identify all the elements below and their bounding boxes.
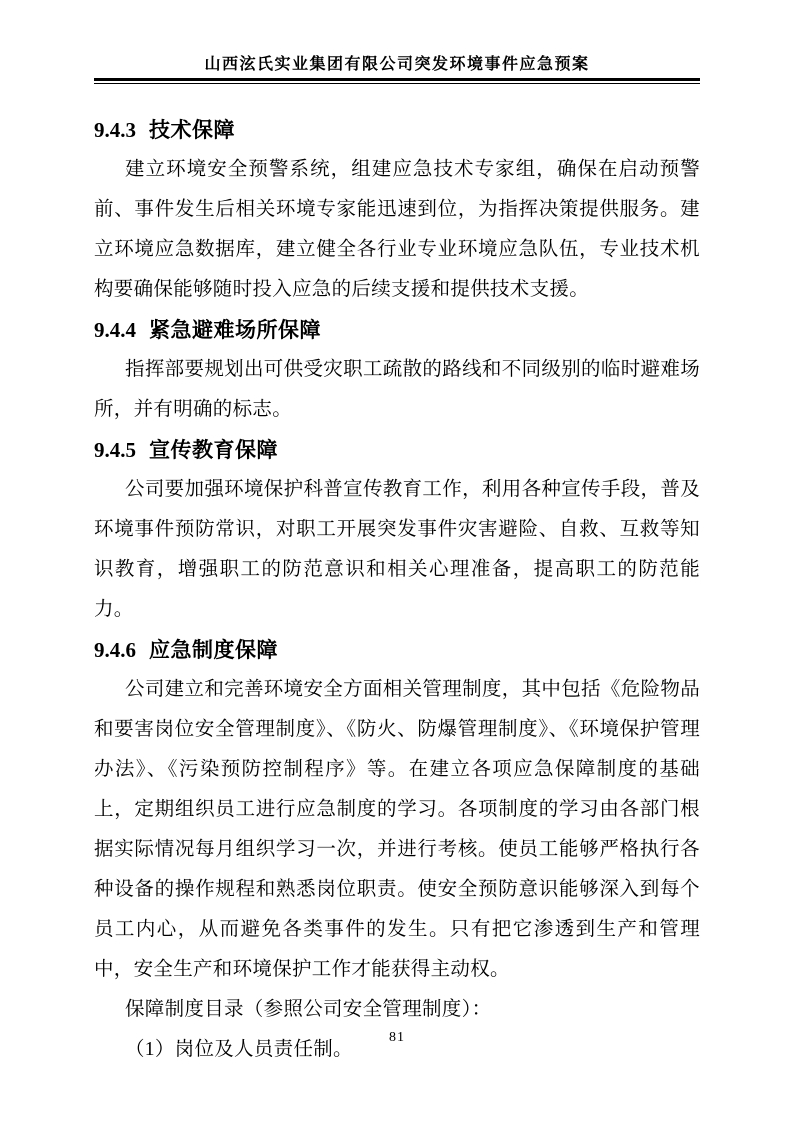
body-paragraph: 指挥部要规划出可供受灾职工疏散的路线和不同级别的临时避难场所，并有明确的标志。	[94, 359, 700, 420]
section-heading-9-4-3	[94, 110, 700, 150]
body-paragraph: 建立环境安全预警系统，组建应急技术专家组，确保在启动预警前、事件发生后相关环境专家能迅速到位，为指挥决策提供服务。建立环境应急数据库，建立健全各行业专业环境应急队伍，专业技术机构要确保能够随时投入应急的后续支援和提供技术支援。	[94, 159, 700, 300]
section-number: 9.4.5	[94, 438, 136, 462]
section-heading-9-4-5	[94, 430, 700, 470]
section-number: 9.4.4	[94, 318, 136, 342]
header-title: 山西泫氏实业集团有限公司突发环境事件应急预案	[204, 56, 590, 73]
section-title: 宣传教育保障	[149, 438, 278, 462]
section-number: 9.4.3	[94, 118, 136, 142]
section-title: 应急制度保障	[149, 638, 278, 662]
page-number: 81	[389, 1030, 405, 1045]
body-paragraph: 保障制度目录（参照公司安全管理制度）：	[125, 999, 492, 1020]
section-title: 紧急避难场所保障	[149, 318, 321, 342]
section-heading-9-4-6	[94, 630, 700, 670]
document-body	[94, 110, 700, 1070]
section-heading-9-4-4	[94, 310, 700, 350]
body-paragraph: （1）岗位及人员责任制。	[125, 1039, 353, 1060]
header-divider-rule	[94, 78, 700, 84]
page-header	[94, 0, 700, 84]
section-title: 技术保障	[149, 118, 235, 142]
page-footer	[0, 1028, 794, 1048]
body-paragraph: 公司要加强环境保护科普宣传教育工作，利用各种宣传手段，普及环境事件预防常识，对职工开展突发事件灾害避险、自救、互救等知识教育，增强职工的防范意识和相关心理准备，提高职工的防范能力。	[94, 479, 700, 620]
body-paragraph: 公司建立和完善环境安全方面相关管理制度，其中包括《危险物品和要害岗位安全管理制度》、《防火、防爆管理制度》、《环境保护管理办法》、《污染预防控制程序》等。在建立各项应急保障制度的基础上，定期组织员工进行应急制度的学习。各项制度的学习由各部门根据实际情况每月组织学习一次，并进行考核。使员工能够严格执行各种设备的操作规程和熟悉岗位职责。使安全预防意识能够深入到每个员工内心，从而避免各类事件的发生。只有把它渗透到生产和管理中，安全生产和环境保护工作才能获得主动权。	[94, 679, 700, 980]
section-number: 9.4.6	[94, 638, 136, 662]
